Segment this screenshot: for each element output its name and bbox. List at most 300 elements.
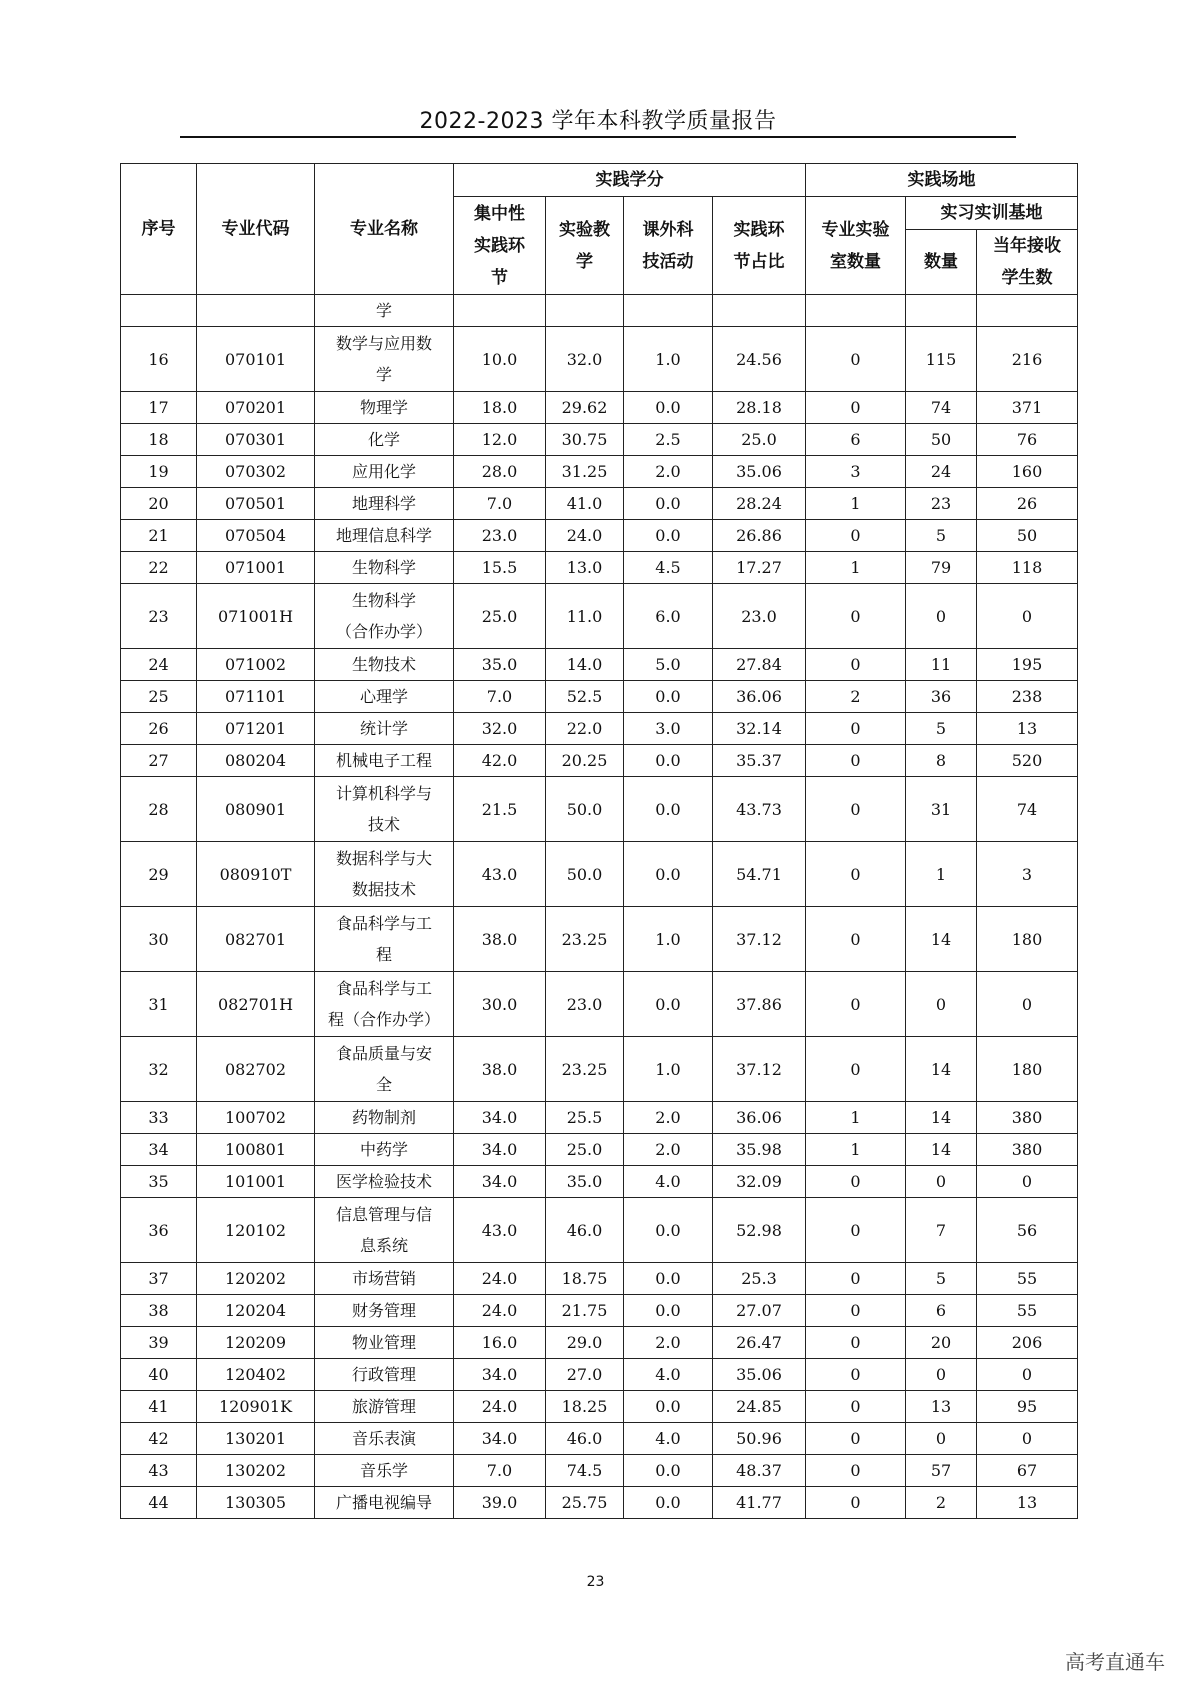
cell-seq: 42 xyxy=(121,1423,197,1455)
cell-lab-count: 1 xyxy=(806,1102,906,1134)
cell-lab-count: 0 xyxy=(806,1423,906,1455)
cell-name xyxy=(315,1198,454,1263)
cell-base-count: 0 xyxy=(906,584,977,649)
cell-students: 380 xyxy=(977,1134,1078,1166)
table-row xyxy=(121,1391,1078,1423)
table-row xyxy=(121,777,1078,842)
table-row xyxy=(121,1166,1078,1198)
cell-students: 0 xyxy=(977,972,1078,1037)
header-practice-ratio-line: 节占比 xyxy=(733,251,785,272)
cell-name-line: 学 xyxy=(375,365,392,384)
cell-empty xyxy=(454,295,546,327)
cell-name xyxy=(315,488,454,520)
cell-seq: 23 xyxy=(121,584,197,649)
cell-name xyxy=(315,1263,454,1295)
header-students-line: 当年接收 xyxy=(993,236,1061,256)
cell-code: 100801 xyxy=(197,1134,315,1166)
cell-practice-ratio: 32.14 xyxy=(713,713,806,745)
cell-concentrated: 32.0 xyxy=(454,713,546,745)
cell-name-line: 程 xyxy=(375,945,392,964)
cell-experiment: 32.0 xyxy=(546,327,624,392)
cell-lab-count: 3 xyxy=(806,456,906,488)
cell-code: 070501 xyxy=(197,488,315,520)
cell-seq: 16 xyxy=(121,327,197,392)
cell-concentrated: 35.0 xyxy=(454,649,546,681)
table-row xyxy=(121,456,1078,488)
cell-experiment: 20.25 xyxy=(546,745,624,777)
cell-code: 130305 xyxy=(197,1487,315,1519)
table-row xyxy=(121,842,1078,907)
cell-name-line: 数据技术 xyxy=(351,880,416,899)
cell-name-line: 心理学 xyxy=(359,687,408,706)
cell-code: 130201 xyxy=(197,1423,315,1455)
cell-name xyxy=(315,777,454,842)
header-practice-ratio xyxy=(713,197,806,295)
header-experiment-line: 实验教 xyxy=(559,219,610,240)
cell-concentrated: 10.0 xyxy=(454,327,546,392)
cell-concentrated: 34.0 xyxy=(454,1102,546,1134)
cell-name xyxy=(315,1102,454,1134)
cell-experiment: 14.0 xyxy=(546,649,624,681)
cell-name-line: 音乐表演 xyxy=(351,1429,416,1448)
cell-practice-ratio: 52.98 xyxy=(713,1198,806,1263)
cell-students: 206 xyxy=(977,1327,1078,1359)
cell-students: 74 xyxy=(977,777,1078,842)
cell-students: 26 xyxy=(977,488,1078,520)
cell-empty xyxy=(546,295,624,327)
cell-practice-ratio: 48.37 xyxy=(713,1455,806,1487)
cell-lab-count: 0 xyxy=(806,520,906,552)
cell-name xyxy=(315,1423,454,1455)
cell-base-count: 0 xyxy=(906,1166,977,1198)
cell-practice-ratio: 41.77 xyxy=(713,1487,806,1519)
cell-base-count: 2 xyxy=(906,1487,977,1519)
table-row xyxy=(121,681,1078,713)
cell-base-count: 5 xyxy=(906,1263,977,1295)
cell-name-line: 药物制剂 xyxy=(351,1108,416,1127)
cell-seq: 26 xyxy=(121,713,197,745)
cell-extracurricular: 0.0 xyxy=(624,972,713,1037)
cell-base-count: 0 xyxy=(906,1359,977,1391)
table-row xyxy=(121,1423,1078,1455)
cell-experiment: 25.0 xyxy=(546,1134,624,1166)
cell-students: 0 xyxy=(977,1423,1078,1455)
cell-name xyxy=(315,1037,454,1102)
cell-name xyxy=(315,456,454,488)
cell-lab-count: 0 xyxy=(806,1166,906,1198)
cell-practice-ratio: 26.86 xyxy=(713,520,806,552)
cell-students: 0 xyxy=(977,1359,1078,1391)
cell-name-line: 统计学 xyxy=(359,719,408,738)
cell-concentrated: 38.0 xyxy=(454,907,546,972)
cell-experiment: 41.0 xyxy=(546,488,624,520)
cell-experiment: 13.0 xyxy=(546,552,624,584)
cell-name-line: 食品质量与安 xyxy=(335,1044,432,1063)
cell-lab-count: 0 xyxy=(806,842,906,907)
cell-practice-ratio: 54.71 xyxy=(713,842,806,907)
table-row xyxy=(121,1359,1078,1391)
cell-name-line: 程（合作办学） xyxy=(327,1010,440,1029)
cell-name-line: 地理信息科学 xyxy=(335,526,432,545)
cell-lab-count: 6 xyxy=(806,424,906,456)
cell-seq: 29 xyxy=(121,842,197,907)
table-body xyxy=(121,295,1078,1519)
cell-name-line: 财务管理 xyxy=(351,1301,416,1320)
cell-base-count: 14 xyxy=(906,1102,977,1134)
cell-name xyxy=(315,972,454,1037)
cell-code: 070302 xyxy=(197,456,315,488)
table-row xyxy=(121,1037,1078,1102)
cell-name xyxy=(315,681,454,713)
cell-students: 50 xyxy=(977,520,1078,552)
cell-lab-count: 0 xyxy=(806,327,906,392)
cell-base-count: 74 xyxy=(906,392,977,424)
cell-practice-ratio: 26.47 xyxy=(713,1327,806,1359)
cell-extracurricular: 5.0 xyxy=(624,649,713,681)
cell-extracurricular: 1.0 xyxy=(624,327,713,392)
cell-name xyxy=(315,745,454,777)
table-row xyxy=(121,1327,1078,1359)
cell-experiment: 50.0 xyxy=(546,777,624,842)
cell-concentrated: 38.0 xyxy=(454,1037,546,1102)
cell-name-line: （合作办学） xyxy=(335,622,432,641)
cell-base-count: 23 xyxy=(906,488,977,520)
watermark-text: 高考直通车 xyxy=(1065,1650,1165,1674)
cell-name: 学 xyxy=(315,295,454,327)
cell-base-count: 115 xyxy=(906,327,977,392)
cell-practice-ratio: 17.27 xyxy=(713,552,806,584)
cell-lab-count: 0 xyxy=(806,1198,906,1263)
table-row xyxy=(121,488,1078,520)
cell-seq: 39 xyxy=(121,1327,197,1359)
cell-concentrated: 7.0 xyxy=(454,488,546,520)
cell-empty xyxy=(906,295,977,327)
cell-code: 130202 xyxy=(197,1455,315,1487)
cell-extracurricular: 0.0 xyxy=(624,1391,713,1423)
cell-name-line: 物业管理 xyxy=(351,1333,416,1352)
header-seq: 序号 xyxy=(121,164,197,295)
cell-experiment: 11.0 xyxy=(546,584,624,649)
header-experiment xyxy=(546,197,624,295)
cell-practice-ratio: 24.85 xyxy=(713,1391,806,1423)
cell-code: 080901 xyxy=(197,777,315,842)
header-code: 专业代码 xyxy=(197,164,315,295)
cell-lab-count: 0 xyxy=(806,907,906,972)
cell-name xyxy=(315,1455,454,1487)
header-lab-count xyxy=(806,197,906,295)
cell-name xyxy=(315,907,454,972)
cell-name xyxy=(315,584,454,649)
cell-lab-count: 0 xyxy=(806,1327,906,1359)
table-row xyxy=(121,1263,1078,1295)
cell-concentrated: 34.0 xyxy=(454,1359,546,1391)
cell-experiment: 29.62 xyxy=(546,392,624,424)
cell-seq: 24 xyxy=(121,649,197,681)
cell-students: 180 xyxy=(977,907,1078,972)
cell-students: 76 xyxy=(977,424,1078,456)
cell-experiment: 46.0 xyxy=(546,1423,624,1455)
cell-lab-count: 0 xyxy=(806,1487,906,1519)
cell-name-line: 计算机科学与 xyxy=(335,784,432,803)
cell-lab-count: 0 xyxy=(806,745,906,777)
cell-base-count: 31 xyxy=(906,777,977,842)
cell-base-count: 0 xyxy=(906,1423,977,1455)
cell-name-line: 中药学 xyxy=(359,1140,408,1159)
cell-empty xyxy=(977,295,1078,327)
cell-experiment: 18.75 xyxy=(546,1263,624,1295)
cell-base-count: 14 xyxy=(906,907,977,972)
cell-students: 13 xyxy=(977,1487,1078,1519)
cell-base-count: 50 xyxy=(906,424,977,456)
cell-name xyxy=(315,1391,454,1423)
header-rule xyxy=(180,136,1016,138)
cell-lab-count: 0 xyxy=(806,1359,906,1391)
cell-base-count: 5 xyxy=(906,713,977,745)
cell-practice-ratio: 27.07 xyxy=(713,1295,806,1327)
cell-extracurricular: 4.0 xyxy=(624,1423,713,1455)
cell-name xyxy=(315,1166,454,1198)
cell-base-count: 79 xyxy=(906,552,977,584)
cell-lab-count: 1 xyxy=(806,488,906,520)
cell-seq: 43 xyxy=(121,1455,197,1487)
cell-lab-count: 0 xyxy=(806,1037,906,1102)
cell-name-line: 全 xyxy=(375,1075,392,1094)
cell-seq: 35 xyxy=(121,1166,197,1198)
cell-extracurricular: 0.0 xyxy=(624,681,713,713)
cell-experiment: 35.0 xyxy=(546,1166,624,1198)
table-row xyxy=(121,1102,1078,1134)
cell-students: 371 xyxy=(977,392,1078,424)
cell-concentrated: 34.0 xyxy=(454,1423,546,1455)
cell-name-line: 应用化学 xyxy=(351,462,416,481)
cell-extracurricular: 0.0 xyxy=(624,842,713,907)
cell-extracurricular: 0.0 xyxy=(624,488,713,520)
cell-concentrated: 42.0 xyxy=(454,745,546,777)
cell-practice-ratio: 37.12 xyxy=(713,907,806,972)
cell-concentrated: 23.0 xyxy=(454,520,546,552)
cell-seq: 22 xyxy=(121,552,197,584)
cell-name-line: 食品科学与工 xyxy=(335,914,432,933)
cell-experiment: 29.0 xyxy=(546,1327,624,1359)
cell-seq: 28 xyxy=(121,777,197,842)
cell-seq: 17 xyxy=(121,392,197,424)
cell-seq: 34 xyxy=(121,1134,197,1166)
cell-code: 082701 xyxy=(197,907,315,972)
cell-name-line: 音乐学 xyxy=(359,1461,408,1480)
cell-base-count: 6 xyxy=(906,1295,977,1327)
cell-practice-ratio: 27.84 xyxy=(713,649,806,681)
cell-name-line: 医学检验技术 xyxy=(335,1172,432,1191)
practice-credits-table xyxy=(120,163,1078,1519)
cell-students: 56 xyxy=(977,1198,1078,1263)
cell-name-line: 市场营销 xyxy=(351,1269,416,1288)
cell-concentrated: 34.0 xyxy=(454,1166,546,1198)
cell-concentrated: 24.0 xyxy=(454,1263,546,1295)
cell-practice-ratio: 35.06 xyxy=(713,456,806,488)
table-row xyxy=(121,972,1078,1037)
cell-code: 071001H xyxy=(197,584,315,649)
header-name: 专业名称 xyxy=(315,164,454,295)
cell-seq: 38 xyxy=(121,1295,197,1327)
cell-extracurricular: 1.0 xyxy=(624,1037,713,1102)
cell-base-count: 7 xyxy=(906,1198,977,1263)
cell-name xyxy=(315,842,454,907)
cell-name xyxy=(315,1295,454,1327)
cell-experiment: 74.5 xyxy=(546,1455,624,1487)
cell-extracurricular: 0.0 xyxy=(624,745,713,777)
cell-extracurricular: 0.0 xyxy=(624,1198,713,1263)
cell-practice-ratio: 37.86 xyxy=(713,972,806,1037)
cell-students: 13 xyxy=(977,713,1078,745)
cell-practice-ratio: 28.18 xyxy=(713,392,806,424)
header-concentrated-line: 集中性 xyxy=(474,203,525,224)
cell-name-line: 物理学 xyxy=(359,398,408,417)
cell-lab-count: 2 xyxy=(806,681,906,713)
cell-extracurricular: 0.0 xyxy=(624,1295,713,1327)
cell-extracurricular: 0.0 xyxy=(624,777,713,842)
cell-base-count: 8 xyxy=(906,745,977,777)
cell-base-count: 36 xyxy=(906,681,977,713)
cell-practice-ratio: 35.98 xyxy=(713,1134,806,1166)
cell-students: 67 xyxy=(977,1455,1078,1487)
cell-experiment: 24.0 xyxy=(546,520,624,552)
cell-seq: 32 xyxy=(121,1037,197,1102)
cell-name-line: 机械电子工程 xyxy=(335,751,432,770)
cell-name-line: 行政管理 xyxy=(351,1365,416,1384)
cell-concentrated: 21.5 xyxy=(454,777,546,842)
cell-name xyxy=(315,1327,454,1359)
cell-name xyxy=(315,424,454,456)
cell-students: 55 xyxy=(977,1295,1078,1327)
cell-practice-ratio: 25.0 xyxy=(713,424,806,456)
cell-extracurricular: 3.0 xyxy=(624,713,713,745)
cell-name-line: 数学与应用数 xyxy=(335,334,432,353)
cell-name-line: 数据科学与大 xyxy=(335,849,432,868)
cell-code: 071002 xyxy=(197,649,315,681)
cell-extracurricular: 0.0 xyxy=(624,1455,713,1487)
cell-practice-ratio: 37.12 xyxy=(713,1037,806,1102)
cell-seq: 36 xyxy=(121,1198,197,1263)
cell-seq: 40 xyxy=(121,1359,197,1391)
header-practice-sites: 实践场地 xyxy=(806,164,1078,197)
cell-name-line: 技术 xyxy=(367,815,400,834)
cell-seq: 44 xyxy=(121,1487,197,1519)
cell-name-line: 地理科学 xyxy=(351,494,416,513)
table-row xyxy=(121,1487,1078,1519)
cell-code: 070504 xyxy=(197,520,315,552)
table-row xyxy=(121,1455,1078,1487)
header-practice-ratio-line: 实践环 xyxy=(733,219,785,240)
cell-name-line: 生物技术 xyxy=(351,655,416,674)
cell-seq: 33 xyxy=(121,1102,197,1134)
cell-experiment: 21.75 xyxy=(546,1295,624,1327)
cell-seq: 27 xyxy=(121,745,197,777)
header-lab-count-line: 专业实验 xyxy=(821,219,890,240)
cell-name xyxy=(315,1487,454,1519)
cell-base-count: 14 xyxy=(906,1134,977,1166)
cell-experiment: 31.25 xyxy=(546,456,624,488)
cell-seq: 18 xyxy=(121,424,197,456)
cell-name xyxy=(315,1359,454,1391)
cell-lab-count: 1 xyxy=(806,1134,906,1166)
cell-concentrated: 24.0 xyxy=(454,1391,546,1423)
cell-practice-ratio: 24.56 xyxy=(713,327,806,392)
cell-seq: 20 xyxy=(121,488,197,520)
cell-name-line: 生物科学 xyxy=(351,591,416,610)
cell-code: 120901K xyxy=(197,1391,315,1423)
cell-students: 160 xyxy=(977,456,1078,488)
cell-base-count: 13 xyxy=(906,1391,977,1423)
cell-practice-ratio: 36.06 xyxy=(713,681,806,713)
cell-name xyxy=(315,327,454,392)
cell-lab-count: 0 xyxy=(806,584,906,649)
cell-code: 071201 xyxy=(197,713,315,745)
cell-base-count: 5 xyxy=(906,520,977,552)
cell-seq: 19 xyxy=(121,456,197,488)
cell-experiment: 23.25 xyxy=(546,907,624,972)
cell-empty xyxy=(806,295,906,327)
cell-extracurricular: 0.0 xyxy=(624,1263,713,1295)
cell-code: 070101 xyxy=(197,327,315,392)
cell-experiment: 25.5 xyxy=(546,1102,624,1134)
cell-students: 195 xyxy=(977,649,1078,681)
cell-extracurricular: 0.0 xyxy=(624,392,713,424)
cell-code: 120202 xyxy=(197,1263,315,1295)
header-concentrated-line: 实践环 xyxy=(474,235,525,256)
cell-experiment: 46.0 xyxy=(546,1198,624,1263)
cell-concentrated: 15.5 xyxy=(454,552,546,584)
cell-students: 95 xyxy=(977,1391,1078,1423)
cell-students: 380 xyxy=(977,1102,1078,1134)
cell-code xyxy=(197,295,315,327)
cell-name-line: 生物科学 xyxy=(351,558,416,577)
cell-extracurricular: 2.0 xyxy=(624,456,713,488)
table-row xyxy=(121,1198,1078,1263)
cell-students: 180 xyxy=(977,1037,1078,1102)
cell-seq: 31 xyxy=(121,972,197,1037)
cell-concentrated: 24.0 xyxy=(454,1295,546,1327)
cell-code: 101001 xyxy=(197,1166,315,1198)
cell-students: 520 xyxy=(977,745,1078,777)
cell-students: 118 xyxy=(977,552,1078,584)
table-row xyxy=(121,745,1078,777)
cell-practice-ratio: 23.0 xyxy=(713,584,806,649)
cell-name-line: 化学 xyxy=(367,430,400,449)
cell-concentrated: 16.0 xyxy=(454,1327,546,1359)
cell-name xyxy=(315,1134,454,1166)
cell-seq: 21 xyxy=(121,520,197,552)
cell-name-line: 信息管理与信 xyxy=(335,1205,432,1224)
cell-code: 080910T xyxy=(197,842,315,907)
header-concentrated-line: 节 xyxy=(491,267,508,288)
header-practice-credits: 实践学分 xyxy=(454,164,806,197)
cell-base-count: 11 xyxy=(906,649,977,681)
cell-seq: 30 xyxy=(121,907,197,972)
cell-students: 3 xyxy=(977,842,1078,907)
cell-extracurricular: 6.0 xyxy=(624,584,713,649)
table-row xyxy=(121,649,1078,681)
cell-concentrated: 7.0 xyxy=(454,1455,546,1487)
cell-students: 55 xyxy=(977,1263,1078,1295)
cell-experiment: 27.0 xyxy=(546,1359,624,1391)
cell-code: 082701H xyxy=(197,972,315,1037)
cell-practice-ratio: 35.37 xyxy=(713,745,806,777)
header-lab-count-line: 室数量 xyxy=(830,251,881,272)
cell-experiment: 23.25 xyxy=(546,1037,624,1102)
cell-practice-ratio: 36.06 xyxy=(713,1102,806,1134)
cell-concentrated: 12.0 xyxy=(454,424,546,456)
cell-code: 082702 xyxy=(197,1037,315,1102)
